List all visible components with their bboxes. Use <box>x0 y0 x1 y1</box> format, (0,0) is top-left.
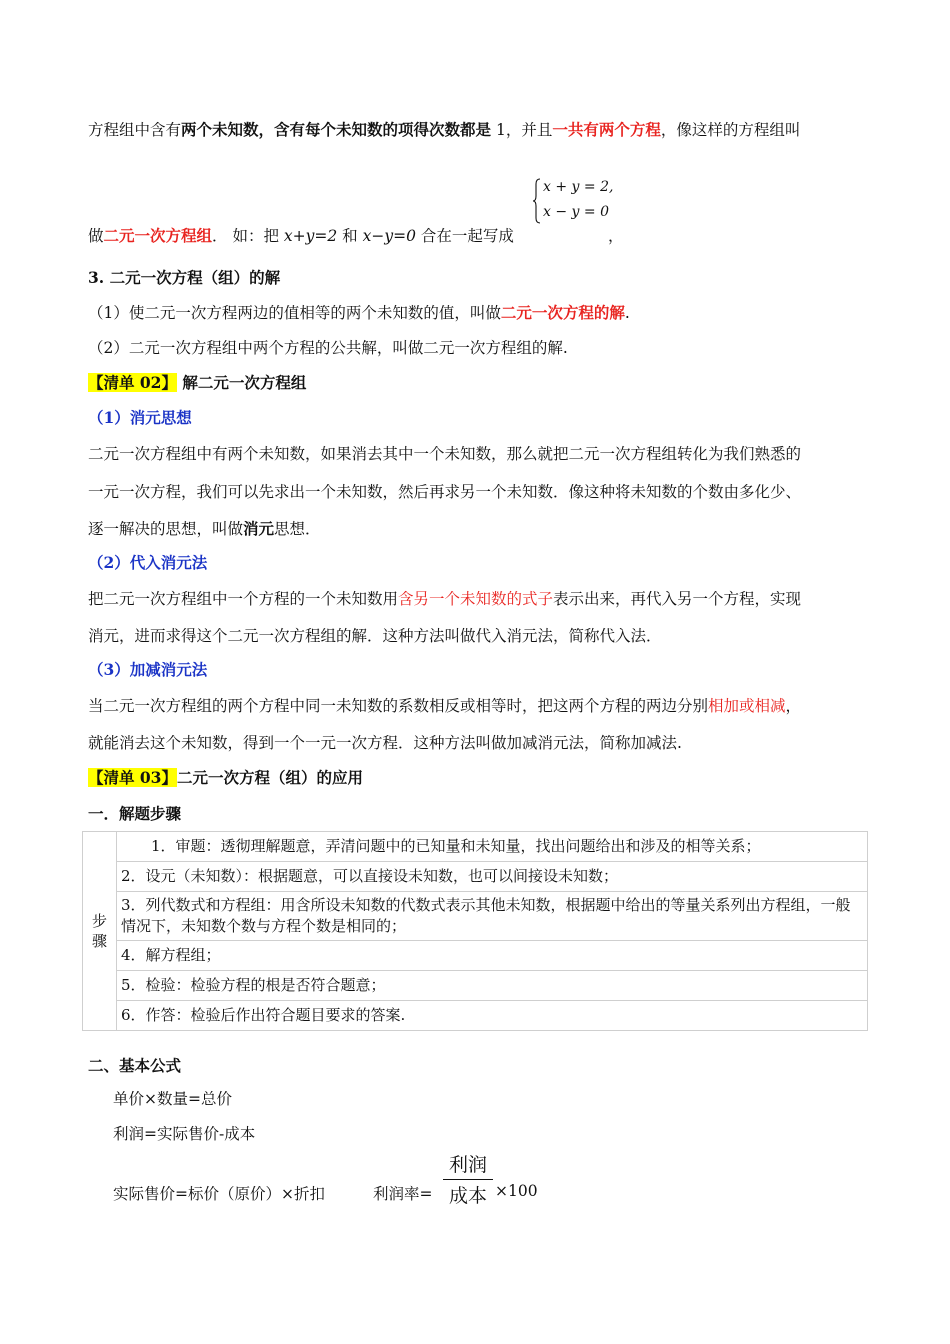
step-2: 2．设元（未知数）：根据题意，可以直接设未知数，也可以间接设未知数； <box>117 862 868 892</box>
equation-inline-2: x−y=0 <box>362 227 416 245</box>
intro-line-2 <box>88 224 514 246</box>
system-equation-2: x − y = 0 <box>543 204 609 220</box>
steps-table-head <box>83 832 117 1031</box>
subheading-substitution: （2）代入消元法 <box>88 553 208 572</box>
steps-table <box>82 831 868 1031</box>
step-4: 4．解方程组； <box>117 941 868 971</box>
section-3-item-2: （2）二元一次方程组中两个方程的公共解，叫做二元一次方程组的解. <box>88 339 568 357</box>
steps-head-text: 步骤 <box>91 912 107 950</box>
profit-rate-fraction <box>443 1150 493 1208</box>
step-5: 5．检验：检验方程的根是否符合题意； <box>117 971 868 1001</box>
highlight-expression: 含另一个未知数的式子 <box>398 590 554 608</box>
list-02-tag: 【清单 02】 <box>88 373 177 392</box>
paragraph-line: 一元一次方程，我们可以先求出一个未知数，然后再求另一个未知数．像这种将未知数的个数由多化少、 <box>88 483 802 501</box>
paragraph-text: ， <box>785 697 802 715</box>
item-text: （1）使二元一次方程两边的值相等的两个未知数的值，叫做 <box>88 304 501 322</box>
paragraph-line: 二元一次方程组中有两个未知数，如果消去其中一个未知数，那么就把二元一次方程组转化为我们熟悉的 <box>88 445 802 463</box>
paragraph-text: 思想． <box>274 520 321 538</box>
paragraph-text: 当二元一次方程组的两个方程中同一未知数的系数相反或相等时，把这两个方程的两边分别 <box>88 697 709 715</box>
section-3-item-1 <box>88 301 630 323</box>
intro-text: 和 <box>337 227 363 245</box>
intro-text: 做 <box>88 227 104 245</box>
list-03-title: 二元一次方程（组）的应用 <box>176 768 363 787</box>
paragraph-line: 就能消去这个未知数，得到一个一元一次方程．这种方法叫做加减消元法，简称加减法. <box>88 734 682 752</box>
term-elimination: 消元 <box>243 519 275 538</box>
step-6: 6．作答：检验后作出符合题目要求的答案. <box>117 1001 868 1031</box>
formula-selling-price: 实际售价=标价（原价）×折扣 <box>113 1185 325 1203</box>
intro-bold-text: 两个未知数，含有每个未知数的项得次数都是 <box>181 120 492 139</box>
term-solution: 二元一次方程的解 <box>500 303 625 322</box>
paragraph-line <box>88 517 321 539</box>
fraction-denominator: 成本 <box>448 1185 487 1207</box>
step-1: 1．审题：透彻理解题意，弄清问题中的已知量和未知量，找出问题给出和涉及的相等关系； <box>117 832 868 862</box>
item-text: . <box>624 304 630 322</box>
intro-text: 合在一起写成 <box>415 227 514 245</box>
equation-system <box>533 176 613 228</box>
intro-highlight: 一共有两个方程 <box>552 120 661 139</box>
formula-profit-rate-label: 利润率= <box>373 1185 433 1203</box>
subheading-steps: 一．解题步骤 <box>88 804 182 823</box>
fraction-numerator: 利润 <box>443 1150 493 1180</box>
formula-profit-rate-tail: ×100 <box>495 1182 538 1200</box>
intro-text: 方程组中含有 <box>88 121 182 139</box>
formula-profit: 利润=实际售价-成本 <box>113 1125 256 1143</box>
intro-text: ，像这样的方程组叫 <box>660 121 801 139</box>
intro-line-1 <box>88 118 800 140</box>
intro-text: 1，并且 <box>491 121 553 139</box>
intro-text: ． 如：把 <box>212 227 284 245</box>
intro-comma: ， <box>608 227 624 245</box>
subheading-elimination-idea: （1）消元思想 <box>88 408 192 427</box>
highlight-add-subtract: 相加或相减 <box>708 697 786 715</box>
list-02-heading <box>88 371 306 393</box>
paragraph-line: 消元，进而求得这个二元一次方程组的解．这种方法叫做代入消元法，简称代入法． <box>88 627 662 645</box>
subheading-formulas: 二、基本公式 <box>88 1056 182 1075</box>
list-02-title: 解二元一次方程组 <box>176 373 307 392</box>
section-3-title: 3. 二元一次方程（组）的解 <box>88 268 281 287</box>
step-3: 3．列代数式和方程组：用含所设未知数的代数式表示其他未知数，根据题中给出的等量关系列出方程组，一般情况下，未知数个数与方程个数是相同的； <box>117 892 868 941</box>
system-equation-1: x + y = 2, <box>543 179 614 195</box>
paragraph-text: 把二元一次方程组中一个方程的一个未知数用 <box>88 590 399 608</box>
subheading-addition-subtraction: （3）加减消元法 <box>88 660 208 679</box>
equation-inline-1: x+y=2 <box>283 227 338 245</box>
term-binary-linear-system: 二元一次方程组 <box>103 226 213 245</box>
brace-icon <box>533 178 541 224</box>
paragraph-text: 表示出来，再代入另一个方程，实现 <box>553 590 802 608</box>
list-03-tag: 【清单 03】 <box>88 768 177 787</box>
formula-total-price: 单价×数量=总价 <box>113 1090 232 1108</box>
paragraph-line <box>88 694 801 716</box>
paragraph-text: 逐一解决的思想，叫做 <box>88 520 244 538</box>
list-03-heading <box>88 766 363 788</box>
paragraph-line <box>88 587 801 609</box>
